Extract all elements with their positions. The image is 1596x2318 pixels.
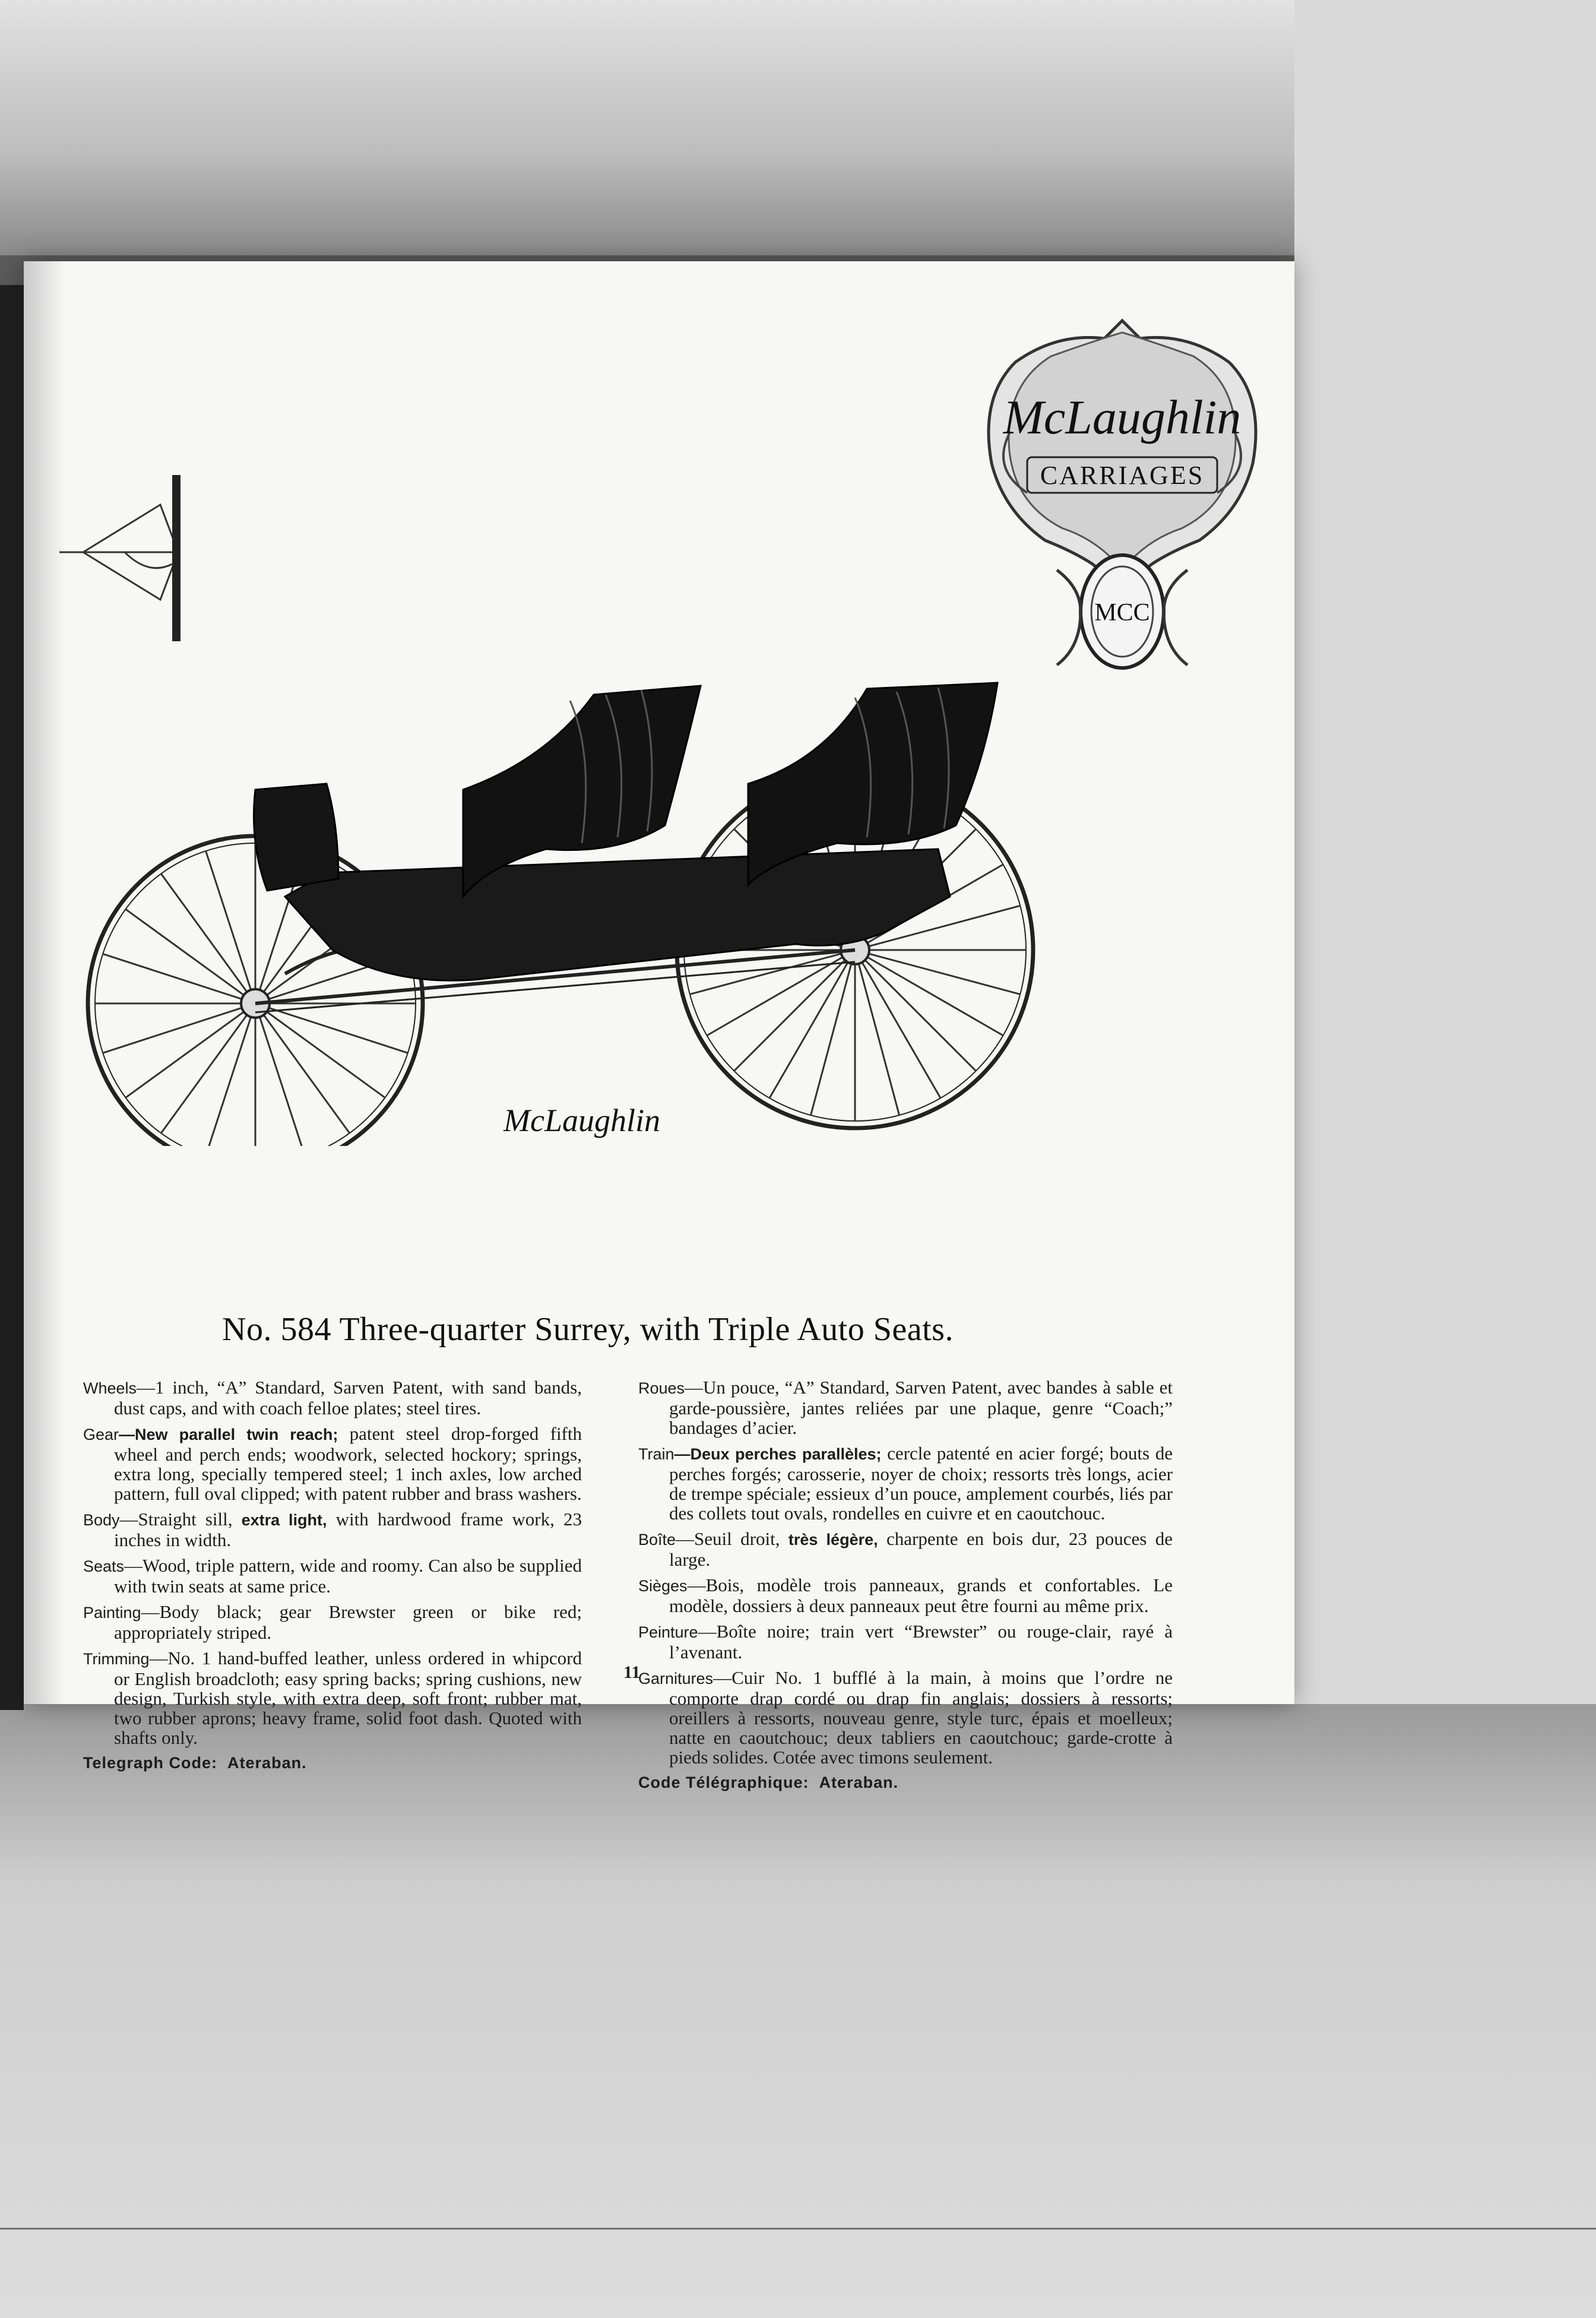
spec-painting: Painting—Body black; gear Brewster green or bike red; appropriately striped. (83, 1601, 582, 1643)
wheel-spoke (858, 961, 899, 1115)
product-title: No. 584 Three-quarter Surrey, with Triple Auto Seats. (222, 1311, 954, 1348)
spec-wheels: Wheels—1 inch, “A” Standard, Sarven Patent, with sand bands, dust caps, and with coach felloe plates; steel tires. (83, 1377, 582, 1418)
wheel-spoke (103, 1007, 244, 1053)
logo-brand-text: McLaughlin (1003, 390, 1242, 444)
spec-body: Body—Straight sill, extra light, with hardwood frame work, 23 inches in width. (83, 1509, 582, 1550)
wheel-spoke (265, 1011, 385, 1098)
wheel-spoke (866, 953, 1020, 994)
wheel-spoke (863, 958, 976, 1071)
scan-bottom-area (0, 1704, 1596, 2318)
wheel-spoke (865, 956, 1003, 1036)
logo-subtitle: CARRIAGES (1040, 461, 1205, 490)
telegraph-code: Telegraph Code: Ateraban. (83, 1754, 307, 1772)
catalog-page (24, 261, 1294, 1791)
page-number: 11 (623, 1662, 641, 1682)
code-telegraphique: Code Télégraphique: Ateraban. (638, 1774, 899, 1791)
spec-gear: Gear—New parallel twin reach; patent steel drop-forged fifth wheel and perch ends; woodwork, selected hockory; springs, extra long, specially tempered steel; 1 inch axles, low arched pattern, full oval clipped; with patent rubber and brass washers. (83, 1423, 582, 1504)
wheel-spoke (126, 1011, 246, 1098)
wheel-spoke (161, 1013, 248, 1133)
wheel-spoke (206, 851, 252, 992)
spec-boite: Boîte—Seuil droit, très légère, charpente en bois dur, 23 pouces de large. (638, 1528, 1173, 1570)
wheel-spoke (126, 909, 246, 996)
spec-trimming: Trimming—No. 1 hand-buffed leather, unless ordered in whipcord or English broadcloth; easy spring backs; spring cushions, new design, Turkish style, with extra deep, soft front; rubber mat, two rubber aprons; heavy frame, solid foot dash. Quoted with shafts only. (83, 1648, 582, 1748)
wheel-spoke (103, 954, 244, 1000)
carriage-signature: McLaughlin (504, 1103, 660, 1138)
wheel-spoke (861, 960, 940, 1098)
french-specifications (638, 1378, 1173, 1793)
spec-sieges: Sièges—Bois, modèle trois panneaux, grands et confortables. Le modèle, dossiers à deux panneaux peut être fourni au même prix. (638, 1575, 1173, 1616)
wheel-spoke (770, 960, 849, 1098)
wheel-spoke (810, 961, 851, 1115)
english-specifications (83, 1378, 582, 1773)
logo-monogram: MCC (1094, 599, 1150, 626)
spec-train: Train—Deux perches parallèles; cercle patenté en acier forgé; bouts de perches forgés; carosserie, noyer de choix; ressorts très longs, acier de trempe spéciale; essieux d’un pouce, amplement courbés, liés par des collets tout ovals, rondelles en cuivre et en caoutchouc. (638, 1443, 1173, 1524)
wheel-spoke (262, 1013, 350, 1133)
wheel-spoke (734, 958, 847, 1071)
surrey-carriage-illustration (59, 671, 1188, 1146)
wheel-spoke (161, 874, 248, 994)
spec-peinture: Peinture—Boîte noire; train vert “Brewster” ou rouge-clair, rayé à l’avenant. (638, 1621, 1173, 1662)
scan-artifact-line (0, 2228, 1596, 2230)
spec-garnitures: Garnitures—Cuir No. 1 bufflé à la main, à moins que l’ordre ne comporte drap cordé ou drap fin anglais; dossiers à ressorts; oreillers à ressorts, nouveau genre, style turc, épais et moelleux; natte en caoutchouc; deux tabliers en caoutchouc; garde-crotte à pieds solides. Cotée avec timons seulement. (638, 1667, 1173, 1768)
previous-page-edge (0, 285, 24, 1710)
mclaughlin-carriages-logo (974, 315, 1271, 683)
wheel-spoke (267, 1007, 408, 1053)
spec-roues: Roues—Un pouce, “A” Standard, Sarven Patent, avec bandes à sable et garde-poussière, jantes reliées par une plaque, genre “Coach;” bandages d’acier. (638, 1377, 1173, 1438)
spec-seats: Seats—Wood, triple pattern, wide and roomy. Can also be supplied with twin seats at same price. (83, 1555, 582, 1597)
ornament-fragment (59, 463, 202, 653)
